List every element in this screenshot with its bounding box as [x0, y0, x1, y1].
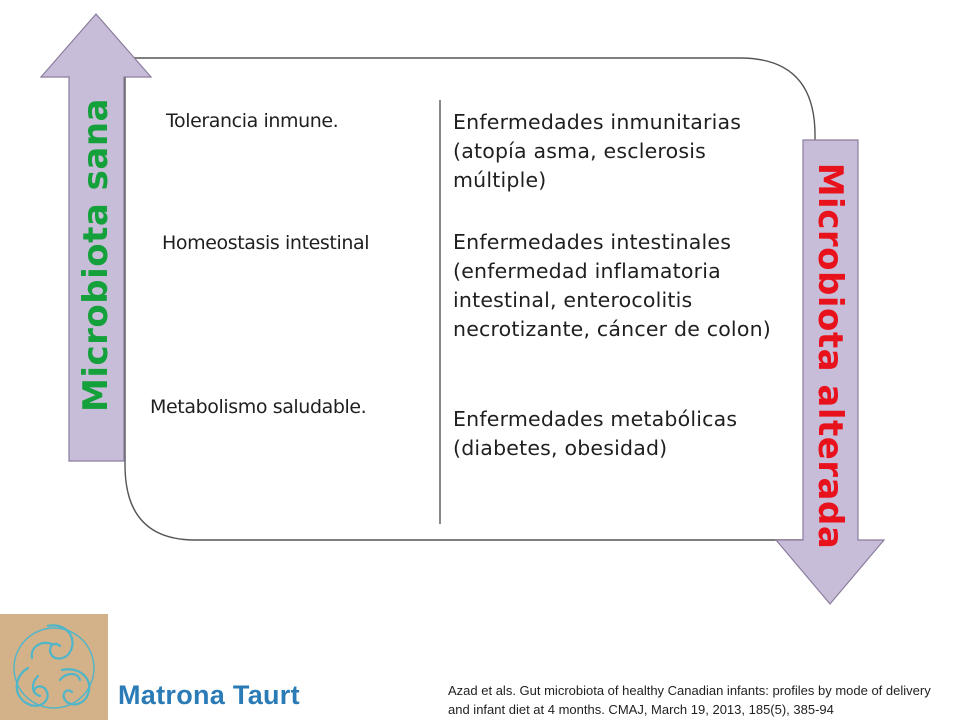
healthy-effect-immune-tolerance: Tolerancia inmune. — [166, 110, 339, 132]
healthy-effect-healthy-metabolism: Metabolismo saludable. — [150, 396, 367, 418]
disease-immune: Enfermedades inmunitarias (atopía asma, esclerosis múltiple) — [453, 110, 742, 192]
microbiota-sana-label: Microbiota sana — [76, 98, 116, 412]
triskele-logo-icon — [0, 614, 108, 720]
disease-metabolic: Enfermedades metabólicas (diabetes, obesidad) — [453, 407, 738, 460]
microbiota-alterada-label: Microbiota alterada — [810, 162, 850, 550]
disease-intestinal: Enfermedades intestinales (enfermedad inflamatoria intestinal, enterocolitis necrotizante, cáncer de colon) — [453, 230, 771, 341]
healthy-effect-intestinal-homeostasis: Homeostasis intestinal — [162, 232, 370, 254]
citation: Azad et als. Gut microbiota of healthy Canadian infants: profiles by mode of delivery and infant diet at 4 months. CMAJ, March 19, 2013, 185(5), 385-94 — [448, 683, 931, 717]
brand-name: Matrona Taurt — [118, 680, 300, 710]
